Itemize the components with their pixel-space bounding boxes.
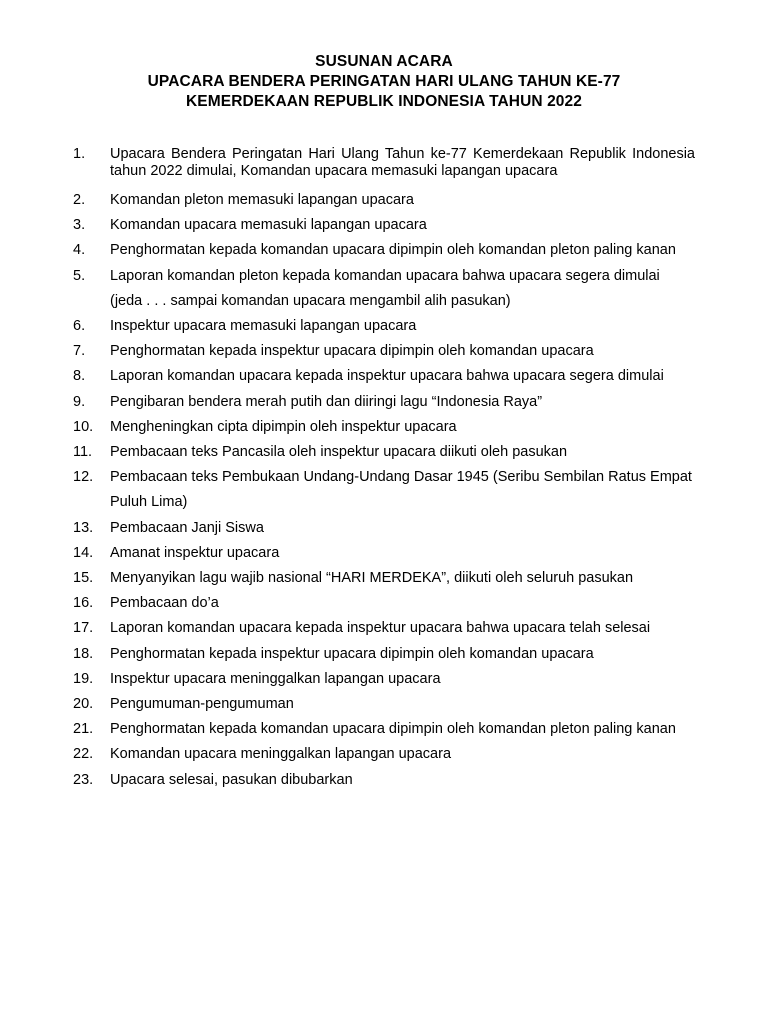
item-number: 11. <box>73 444 93 461</box>
item-text: Komandan upacara memasuki lapangan upacara <box>110 217 427 234</box>
item-number: 19. <box>73 670 94 687</box>
item-number: 12. <box>73 469 94 486</box>
title-line-2: UPACARA BENDERA PERINGATAN HARI ULANG TAHUN KE-77 <box>147 73 621 90</box>
item-text: Pengumuman-pengumuman <box>110 696 294 713</box>
item-text: Laporan komandan upacara kepada inspektur upacara bahwa upacara telah selesai <box>110 620 651 637</box>
item-text: Pembacaan teks Pembukaan Undang-Undang Dasar 1945 (Seribu Sembilan Ratus Empat Puluh Lima) <box>110 469 692 511</box>
agenda-item-18 <box>0 642 768 667</box>
item-number: 16. <box>73 595 94 612</box>
item-text: Upacara Bendera Peringatan Hari Ulang Tahun ke-77 Kemerdekaan Republik Indonesia tahun 2022 dimulai, Komandan upacara memasuki lapangan upacara <box>110 146 695 179</box>
item-text: Penghormatan kepada inspektur upacara dipimpin oleh komandan upacara <box>110 645 594 662</box>
agenda-item-17 <box>0 616 768 641</box>
item-number: 13. <box>73 519 94 536</box>
item-text: Komandan upacara meninggalkan lapangan upacara <box>110 746 452 763</box>
item-text: Pembacaan Janji Siswa <box>110 519 264 536</box>
agenda-item-10 <box>0 415 768 440</box>
agenda-item-14 <box>0 541 768 566</box>
title-line-3: KEMERDEKAAN REPUBLIK INDONESIA TAHUN 2022 <box>186 93 582 110</box>
item-number: 7. <box>73 343 86 360</box>
item-number: 20. <box>73 696 94 713</box>
agenda-item-8 <box>0 364 768 389</box>
agenda-item-1 <box>0 146 768 180</box>
item-number: 8. <box>73 368 86 385</box>
agenda-item-22 <box>0 742 768 767</box>
agenda-item-23 <box>0 768 768 793</box>
item-text: Pembacaan teks Pancasila oleh inspektur upacara diikuti oleh pasukan <box>110 444 568 461</box>
item-number: 9. <box>73 393 86 410</box>
item-text: Pembacaan do’a <box>110 595 219 612</box>
agenda-item-13 <box>0 516 768 541</box>
item-number: 17. <box>73 620 94 637</box>
item-number: 3. <box>73 217 86 234</box>
item-number: 18. <box>73 645 94 662</box>
title-line-1: SUSUNAN ACARA <box>315 53 453 70</box>
agenda-item-20 <box>0 692 768 717</box>
agenda-list <box>0 146 768 793</box>
agenda-item-5 <box>0 264 768 314</box>
item-text: Mengheningkan cipta dipimpin oleh inspektur upacara <box>110 418 457 435</box>
item-number: 5. <box>73 267 86 284</box>
item-text: Inspektur upacara memasuki lapangan upacara <box>110 318 417 335</box>
item-text: Laporan komandan upacara kepada inspektur upacara bahwa upacara segera dimulai <box>110 368 664 385</box>
agenda-item-9 <box>0 390 768 415</box>
item-text: Inspektur upacara meninggalkan lapangan upacara <box>110 670 441 687</box>
agenda-item-16 <box>0 591 768 616</box>
item-text: Pengibaran bendera merah putih dan diiringi lagu “Indonesia Raya” <box>110 393 543 410</box>
item-number: 23. <box>73 771 94 788</box>
item-number: 15. <box>73 570 94 587</box>
agenda-item-7 <box>0 339 768 364</box>
agenda-item-4 <box>0 238 768 263</box>
item-text: Penghormatan kepada komandan upacara dipimpin oleh komandan pleton paling kanan <box>110 242 676 259</box>
item-text: Penghormatan kepada inspektur upacara dipimpin oleh komandan upacara <box>110 343 594 360</box>
agenda-item-11 <box>0 440 768 465</box>
agenda-item-21 <box>0 717 768 742</box>
item-text: Komandan pleton memasuki lapangan upacara <box>110 192 414 208</box>
item-number: 22. <box>73 746 94 763</box>
item-number: 4. <box>73 242 86 259</box>
agenda-item-2 <box>0 188 768 213</box>
item-text: Laporan komandan pleton kepada komandan upacara bahwa upacara segera dimulai (jeda . . . sampai komandan upacara mengambil alih pasukan) <box>110 267 660 309</box>
item-number: 21. <box>73 721 94 738</box>
agenda-item-12 <box>0 465 768 515</box>
agenda-item-19 <box>0 667 768 692</box>
item-text: Menyanyikan lagu wajib nasional “HARI MERDEKA”, diikuti oleh seluruh pasukan <box>110 570 634 587</box>
item-text: Penghormatan kepada komandan upacara dipimpin oleh komandan pleton paling kanan <box>110 721 676 738</box>
item-text: Amanat inspektur upacara <box>110 544 280 561</box>
item-text: Upacara selesai, pasukan dibubarkan <box>110 771 353 788</box>
item-number: 6. <box>73 318 86 335</box>
agenda-item-6 <box>0 314 768 339</box>
item-number: 10. <box>73 418 94 435</box>
item-number: 2. <box>73 192 86 208</box>
agenda-item-3 <box>0 213 768 238</box>
item-number: 1. <box>73 146 86 162</box>
agenda-item-15 <box>0 566 768 591</box>
item-number: 14. <box>73 544 94 561</box>
document-title <box>0 52 768 112</box>
